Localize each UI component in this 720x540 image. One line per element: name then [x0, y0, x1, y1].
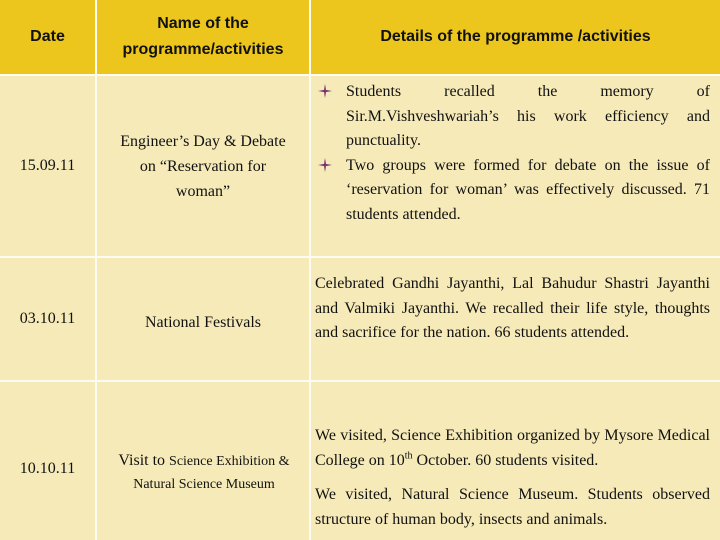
row1-name: Engineer’s Day & Debate on “Reservation for woman”	[120, 132, 286, 200]
row2-date: 03.10.11	[19, 310, 76, 327]
header-details-cell	[311, 0, 720, 76]
row1-bullet-1-text: Students recalled the memory of Sir.M.Vishveshwariah’s his work efficiency and punctuality.	[346, 83, 710, 149]
row2-details: Celebrated Gandhi Jayanthi, Lal Bahudur Shastri Jayanthi and Valmiki Jayanthi. We recalled their life style, thoughts and sacrifice for the nation. 66 students attended.	[315, 275, 710, 342]
header-name-line1: Name of the	[157, 15, 249, 32]
row3-details-p2: We visited, Natural Science Museum. Students observed structure of human body, insects and animals.	[315, 486, 710, 528]
row2-name: National Festivals	[145, 313, 261, 331]
row1-date-cell	[0, 76, 97, 258]
row2-date-cell	[0, 258, 97, 382]
row3-date: 10.10.11	[19, 460, 76, 477]
row1-details-cell	[311, 76, 720, 258]
row3-details-p1	[315, 424, 710, 473]
row3-details-p1-sup: th	[404, 450, 413, 462]
row1-bullet-2-text: Two groups were formed for debate on the issue of ‘reservation for woman’ was effectively discussed. 71 students attended.	[346, 156, 710, 223]
header-name-line2: programme/activities	[122, 41, 284, 58]
header-name-cell	[97, 0, 311, 76]
row3-details-p1-b: October. 60 students visited.	[412, 451, 599, 469]
row3-name-rest: Science Exhibition & Natural Science Museum	[133, 454, 290, 492]
row2-details-cell	[311, 258, 720, 382]
row3-name-prefix: Visit to	[118, 452, 166, 469]
row3-details-cell	[311, 382, 720, 540]
row1-bullet-1	[315, 80, 710, 154]
bullet-star-icon	[318, 158, 332, 172]
row2-name-cell	[97, 258, 311, 382]
bullet-star-icon	[318, 84, 332, 98]
row3-date-cell	[0, 382, 97, 540]
header-details: Details of the programme /activities	[380, 28, 651, 45]
row1-name-cell	[97, 76, 311, 258]
row1-date: 15.09.11	[19, 157, 76, 174]
row3-details-p1-a: We visited, Science Exhibition organized by Mysore Medical College on 10	[315, 427, 710, 469]
row3-name-cell	[97, 382, 311, 540]
header-date-cell	[0, 0, 97, 76]
header-date: Date	[30, 28, 65, 45]
row1-bullet-2	[315, 154, 710, 228]
